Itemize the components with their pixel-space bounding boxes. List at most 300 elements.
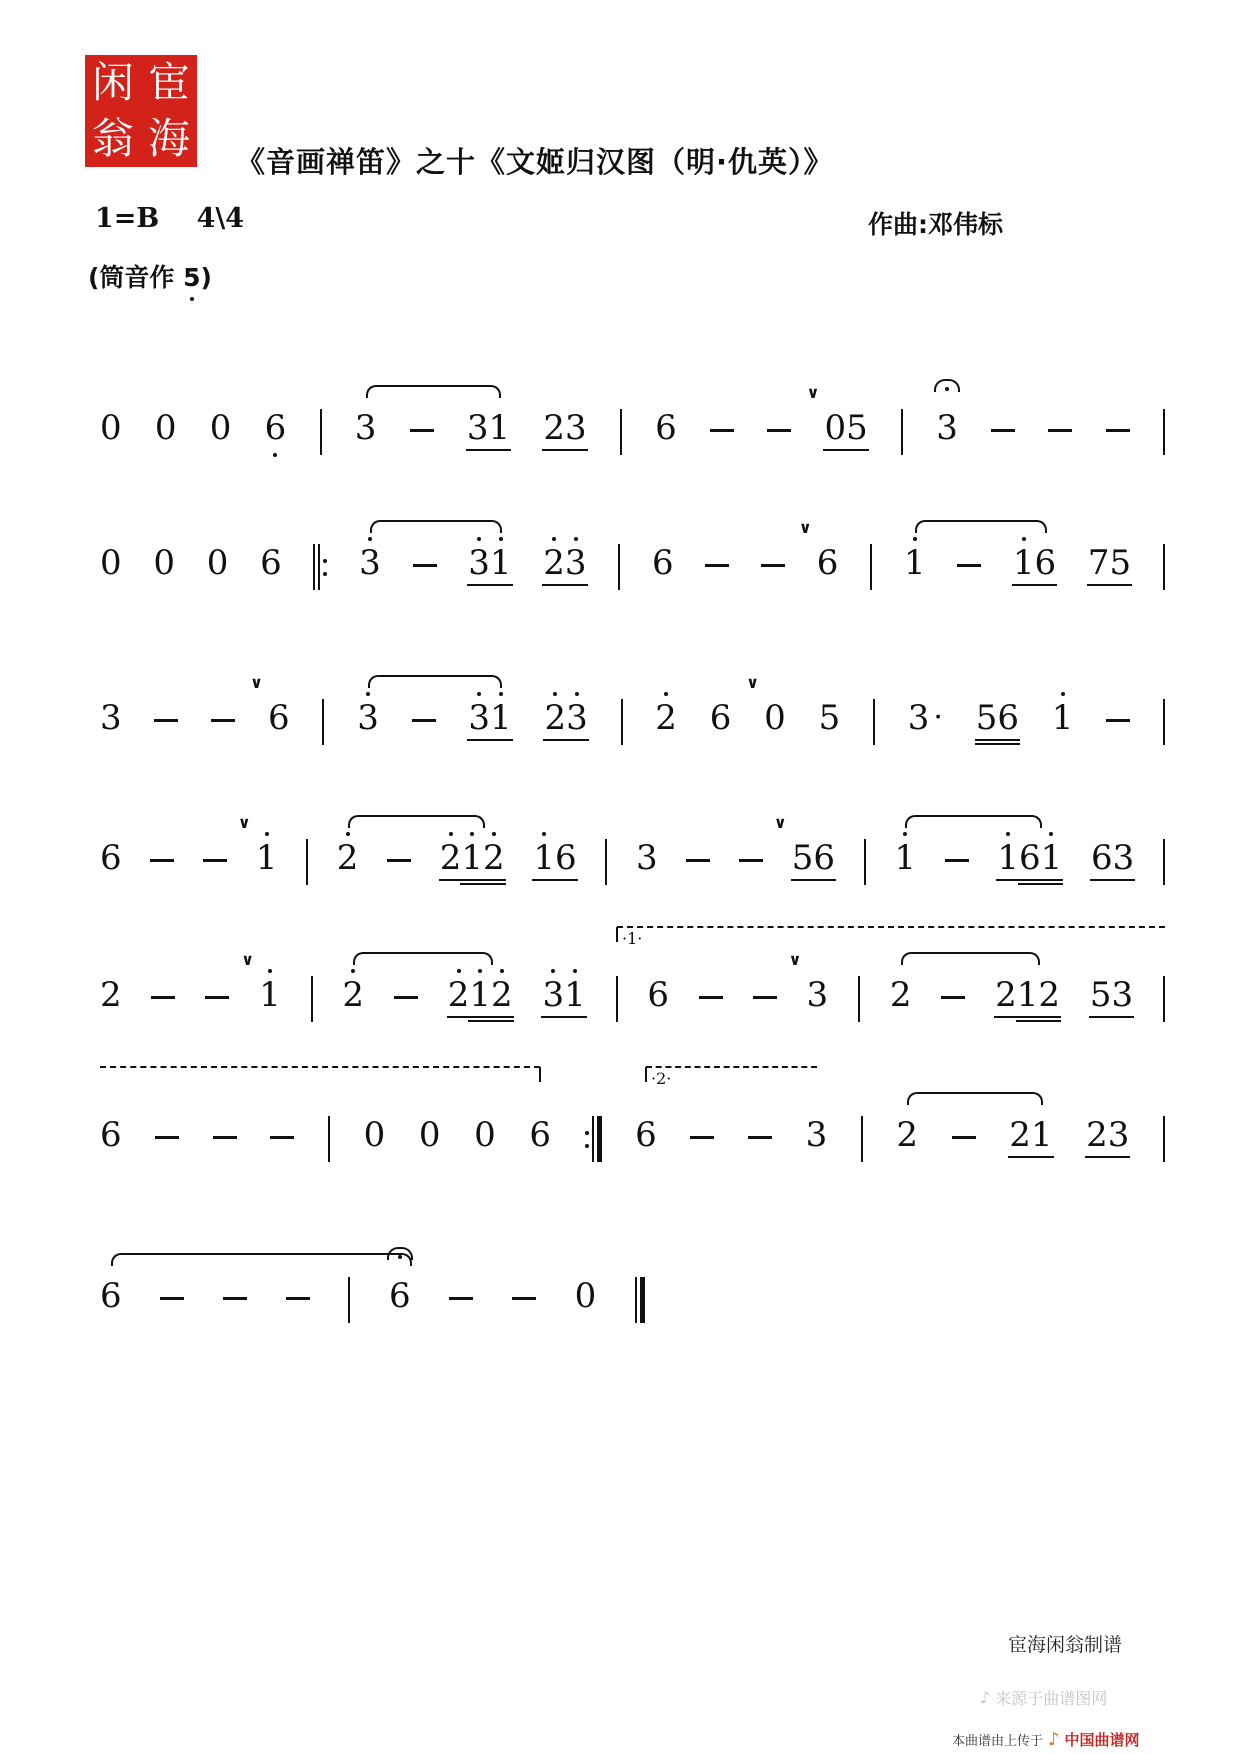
seal-char: 海: [147, 114, 190, 163]
note-digit: 5: [818, 698, 841, 738]
note: [357, 697, 379, 739]
note: [806, 1114, 828, 1156]
note: [100, 837, 122, 879]
barline: [322, 697, 324, 745]
note: [997, 837, 1062, 879]
duration-dash: [690, 1114, 714, 1139]
duration-dash: [512, 1275, 536, 1300]
note: [908, 697, 943, 739]
note: [1090, 974, 1133, 1016]
note: [788, 950, 829, 1016]
volta-bracket: [617, 926, 1165, 948]
note-digit: 1: [564, 974, 586, 1016]
note-digit: 1: [490, 542, 512, 584]
seal-char: 闲: [91, 58, 134, 107]
note-digit: 6: [100, 838, 122, 878]
high-octave-dot: [575, 692, 579, 696]
eighth-underline: [564, 584, 588, 586]
note-digit: 1: [1041, 837, 1063, 879]
note-digit: 2: [100, 975, 122, 1015]
note-digit: 6: [1091, 837, 1113, 879]
rest-note: [155, 407, 177, 449]
volta-bracket: [100, 1066, 540, 1084]
eighth-underline: [1085, 1156, 1109, 1158]
high-octave-dot: [913, 537, 917, 541]
upload-note-text: 本曲谱由上传于: [952, 1734, 1044, 1749]
note: [806, 383, 868, 449]
note: [249, 673, 290, 739]
note-digit: 2: [544, 697, 566, 739]
note: [655, 697, 677, 739]
eighth-underline: [1037, 1016, 1061, 1018]
barline: [348, 1275, 350, 1323]
breath-mark: ∨: [249, 673, 263, 692]
note-digit: 6: [997, 697, 1019, 739]
note-digit: 2: [1086, 1114, 1108, 1156]
duration-dash: [155, 1114, 179, 1139]
volta-label: ·2·: [651, 1069, 672, 1088]
barline: [858, 974, 860, 1022]
sixteenth-underline: [482, 883, 506, 885]
rest-note: [210, 407, 232, 449]
barline: [861, 1114, 863, 1162]
high-octave-dot: [492, 832, 496, 836]
note-digit: 0: [206, 543, 229, 583]
note-digit: 3: [936, 408, 958, 448]
duration-dash: [1048, 407, 1072, 432]
site-name: 中国曲谱网: [1064, 1731, 1140, 1749]
eighth-underline: [1090, 879, 1114, 881]
barline: [616, 974, 618, 1022]
note: [100, 697, 122, 739]
eighth-underline: [1008, 1156, 1032, 1158]
duration-dash: [705, 542, 729, 567]
note: [1052, 697, 1074, 739]
note: [448, 974, 513, 1016]
eighth-underline: [482, 879, 506, 881]
note-digit: 3: [907, 698, 930, 738]
note: [652, 542, 674, 584]
note-digit: 5: [846, 407, 868, 449]
eighth-underline: [1012, 584, 1036, 586]
note-digit: 0: [100, 408, 122, 448]
measure-row: [100, 1114, 1165, 1168]
note-digit: 2: [483, 837, 505, 879]
note-digit: 2: [440, 837, 462, 879]
high-octave-dot: [573, 969, 577, 973]
eighth-underline: [845, 449, 869, 451]
duration-dash: [211, 697, 235, 722]
note: [710, 697, 732, 739]
sixteenth-underline: [490, 1020, 514, 1022]
note: [904, 542, 926, 584]
duration-dash: [952, 1114, 976, 1139]
note: [265, 407, 287, 449]
eighth-underline: [468, 1016, 492, 1018]
duration-dash: [150, 837, 174, 862]
note-digit: 0: [474, 1115, 496, 1155]
note-digit: 6: [816, 543, 839, 583]
duration-dash: [1106, 407, 1130, 432]
eighth-underline: [466, 449, 490, 451]
note-digit: 3: [566, 697, 588, 739]
sixteenth-underline: [468, 1020, 492, 1022]
note-digit: 1: [461, 837, 483, 879]
fermata-dot: [945, 387, 949, 391]
note-digit: 3: [542, 974, 564, 1016]
eighth-underline: [823, 449, 847, 451]
eighth-underline: [460, 879, 484, 881]
composer-credit: 作曲:邓伟标: [868, 210, 1003, 239]
watermark-text: 来源于曲谱图网: [995, 1689, 1108, 1708]
note-digit: 3: [565, 407, 587, 449]
breath-mark: ∨: [237, 813, 251, 832]
note-digit: 6: [709, 698, 732, 738]
note-digit: 3: [1113, 837, 1135, 879]
measure-row: [100, 1275, 645, 1329]
note: [467, 407, 510, 449]
eighth-underline: [554, 879, 578, 881]
note-digit: 0: [154, 408, 177, 448]
note-digit: 6: [265, 407, 287, 449]
note-digit: 2: [543, 542, 565, 584]
note-digit: 1: [1017, 974, 1039, 1016]
note-digit: 2: [896, 1115, 919, 1155]
note: [542, 974, 585, 1016]
note-digit: 2: [1009, 1114, 1031, 1156]
duration-dash: [286, 1275, 310, 1300]
note-digit: 3: [565, 542, 587, 584]
score-system: [100, 1062, 1165, 1174]
slur: [370, 520, 502, 533]
barline: [1163, 697, 1165, 745]
note-digit: 3: [636, 838, 658, 878]
note-digit: 6: [100, 1276, 122, 1316]
note: [1013, 542, 1056, 584]
note-digit: 5: [792, 837, 814, 879]
sixteenth-underline: [460, 883, 484, 885]
note-digit: 2: [491, 974, 513, 1016]
sixteenth-underline: [996, 743, 1020, 745]
note-digit: 6: [1019, 837, 1041, 879]
sixteenth-underline: [1040, 883, 1064, 885]
high-octave-dot: [1061, 692, 1065, 696]
note-digit: 3: [467, 407, 489, 449]
eighth-underline: [1030, 1156, 1054, 1158]
note-digit: 2: [889, 975, 912, 1015]
page-title: 《音画禅笛》之十《文姬归汉图（明·仇英）》: [236, 145, 834, 179]
breath-mark: ∨: [241, 950, 255, 969]
barline: [621, 697, 623, 745]
note: [773, 813, 835, 879]
high-octave-dot: [470, 832, 474, 836]
note: [543, 542, 586, 584]
barline: [320, 407, 322, 455]
eighth-underline: [447, 1016, 471, 1018]
duration-dash: [449, 1275, 473, 1300]
note-digit: 3: [354, 408, 377, 448]
fingering-prefix: (筒音作: [88, 263, 184, 292]
eighth-underline: [996, 739, 1020, 741]
high-octave-dot: [478, 969, 482, 973]
source-watermark: [980, 1686, 1107, 1709]
duration-dash: [753, 974, 777, 999]
note-digit: 3: [468, 697, 490, 739]
barline: [864, 837, 866, 885]
note: [936, 407, 958, 449]
eighth-underline: [543, 739, 567, 741]
eighth-underline: [490, 1016, 514, 1018]
breath-mark: ∨: [773, 813, 787, 832]
volta-label: ·1·: [622, 929, 643, 948]
sixteenth-underline: [1016, 1020, 1040, 1022]
note-digit: 6: [260, 543, 282, 583]
note-digit: 7: [1088, 542, 1110, 584]
note: [237, 813, 278, 879]
note: [896, 1114, 918, 1156]
note: [529, 1114, 551, 1156]
barline: [306, 837, 308, 885]
note: [894, 837, 916, 879]
barline: [620, 407, 622, 455]
barline: [870, 542, 872, 590]
high-octave-dot: [265, 832, 269, 836]
note-digit: 0: [209, 408, 232, 448]
eighth-underline: [467, 739, 491, 741]
measure-row: [100, 950, 1165, 1028]
score-system: [100, 785, 1165, 897]
note: [1091, 837, 1134, 879]
note-digit: 0: [418, 1115, 441, 1155]
high-octave-dot: [346, 832, 350, 836]
site-watermark-bar: [952, 1729, 1140, 1750]
high-octave-dot: [268, 969, 272, 973]
eighth-underline: [467, 584, 491, 586]
note-digit: 2: [543, 407, 565, 449]
note: [468, 542, 511, 584]
key-time-signature: [95, 203, 244, 234]
note: [890, 974, 912, 1016]
eighth-underline: [563, 1016, 587, 1018]
breath-mark: ∨: [798, 518, 812, 537]
barline: [1163, 837, 1165, 885]
note-digit: 1: [490, 697, 512, 739]
note: [636, 837, 658, 879]
time-signature: 4\4: [196, 203, 245, 234]
note: [100, 974, 122, 1016]
repeat-close-sign: [585, 1114, 602, 1162]
eighth-underline: [1111, 1016, 1135, 1018]
eighth-underline: [564, 449, 588, 451]
duration-dash: [748, 1114, 772, 1139]
measure-row: [100, 813, 1165, 891]
note-digit: 3: [806, 975, 829, 1015]
duration-dash: [710, 407, 734, 432]
final-barline: [635, 1275, 645, 1323]
sixteenth-underline: [1037, 1020, 1061, 1022]
breath-mark: ∨: [806, 383, 820, 402]
fingering-note: [88, 258, 212, 294]
note-digit: 2: [448, 974, 470, 1016]
note-digit: 2: [995, 974, 1017, 1016]
note: [655, 407, 677, 449]
rest-note: [474, 1114, 496, 1156]
note-digit: 1: [488, 407, 510, 449]
high-octave-dot: [449, 832, 453, 836]
note-digit: 1: [1031, 1114, 1053, 1156]
duration-dash: [739, 837, 763, 862]
note-digit: 3: [1108, 1114, 1130, 1156]
note: [1086, 1114, 1129, 1156]
fingering-pitch: 5: [183, 263, 200, 292]
rest-note: [207, 542, 229, 584]
note-digit: 6: [267, 698, 290, 738]
note-digit: 6: [100, 1115, 122, 1155]
slur: [366, 385, 501, 398]
high-octave-dot: [553, 692, 557, 696]
note: [100, 1275, 122, 1317]
eighth-underline: [489, 584, 513, 586]
note: [342, 974, 364, 1016]
high-octave-dot: [1049, 832, 1053, 836]
note: [995, 974, 1060, 1016]
breath-mark: ∨: [746, 673, 760, 692]
eighth-underline: [996, 879, 1020, 881]
seal-char: 翁: [91, 114, 134, 163]
eighth-underline: [487, 449, 511, 451]
note-digit: 1: [997, 837, 1019, 879]
barline: [605, 837, 607, 885]
note-digit: 0: [764, 698, 786, 738]
note-digit: 6: [389, 1276, 411, 1316]
high-octave-dot: [1006, 832, 1010, 836]
eighth-underline: [994, 1016, 1018, 1018]
note-digit: 6: [1035, 542, 1057, 584]
rest-note: [575, 1275, 597, 1317]
duration-dash: [223, 1275, 247, 1300]
note-digit: 0: [824, 407, 846, 449]
duration-dash: [213, 1114, 237, 1139]
note-digit: 3: [468, 542, 490, 584]
repeat-open-sign: [313, 542, 327, 590]
note-digit: 3: [805, 1115, 828, 1155]
note-digit: 1: [533, 837, 555, 879]
note: [647, 974, 669, 1016]
note-digit: 1: [469, 974, 491, 1016]
note-digit: 2: [337, 837, 359, 879]
eighth-underline: [791, 879, 815, 881]
note: [543, 407, 586, 449]
note-digit: 1: [904, 542, 926, 584]
high-octave-dot: [499, 692, 503, 696]
slur: [348, 815, 485, 828]
eighth-underline: [1109, 584, 1133, 586]
sixteenth-underline: [1018, 883, 1042, 885]
duration-dash: [699, 974, 723, 999]
barline: [328, 1114, 330, 1162]
note: [1088, 542, 1131, 584]
duration-dash: [394, 974, 418, 999]
barline: [873, 697, 875, 745]
eighth-underline: [532, 879, 556, 881]
seal-stamp: [85, 55, 197, 167]
barline: [1163, 974, 1165, 1022]
note-digit: 6: [555, 837, 577, 879]
note: [440, 837, 505, 879]
score-system: [100, 645, 1165, 757]
note-digit: 5: [1090, 974, 1112, 1016]
duration-dash: [151, 974, 175, 999]
score-system: [100, 355, 1165, 467]
high-octave-dot: [368, 537, 372, 541]
volta-tick: [645, 1067, 647, 1082]
music-note-icon: ♪: [980, 1688, 991, 1707]
rest-note: [153, 542, 175, 584]
note-digit: 2: [342, 974, 364, 1016]
note: [355, 407, 377, 449]
rest-note: [419, 1114, 441, 1156]
note-digit: 3: [100, 698, 122, 738]
note-digit: 1: [259, 974, 281, 1016]
slur: [905, 815, 1042, 828]
rest-note: [100, 407, 122, 449]
eighth-underline: [975, 739, 999, 741]
high-octave-dot: [664, 692, 668, 696]
note-digit: 1: [256, 837, 278, 879]
transcriber-credit: 宦海闲翁制谱: [1008, 1634, 1123, 1656]
duration-dash: [205, 974, 229, 999]
fermata: [934, 379, 960, 392]
duration-dash: [413, 542, 437, 567]
measure-row: [100, 673, 1165, 751]
duration-dash: [761, 542, 785, 567]
low-octave-dot: [273, 453, 277, 457]
breath-mark: ∨: [788, 950, 802, 969]
measure-row: [100, 383, 1165, 461]
note: [389, 1275, 411, 1317]
volta-tick: [539, 1067, 541, 1082]
note: [976, 697, 1019, 739]
high-octave-dot: [366, 692, 370, 696]
note: [241, 950, 281, 1016]
score-system: [100, 1223, 645, 1335]
high-octave-dot: [477, 537, 481, 541]
note: [819, 697, 841, 739]
slur: [353, 952, 493, 965]
eighth-underline: [1112, 879, 1136, 881]
note-digit: 2: [1038, 974, 1060, 1016]
measure-row: [100, 518, 1165, 596]
fingering-suffix: ): [200, 263, 212, 292]
seal-char: 宦: [147, 58, 190, 107]
volta-tick: [616, 927, 618, 942]
duration-dash: [412, 697, 436, 722]
eighth-underline: [812, 879, 836, 881]
slur: [907, 1092, 1043, 1105]
note-digit: 6: [647, 975, 670, 1015]
slur: [915, 520, 1047, 533]
note-digit: 0: [574, 1276, 597, 1316]
barline: [1163, 407, 1165, 455]
high-octave-dot: [351, 969, 355, 973]
eighth-underline: [1040, 879, 1064, 881]
duration-dash: [957, 542, 981, 567]
note: [533, 837, 576, 879]
note-digit: 1: [894, 837, 916, 879]
duration-dash: [203, 837, 227, 862]
slur: [111, 1253, 412, 1266]
barline: [1163, 1114, 1165, 1162]
